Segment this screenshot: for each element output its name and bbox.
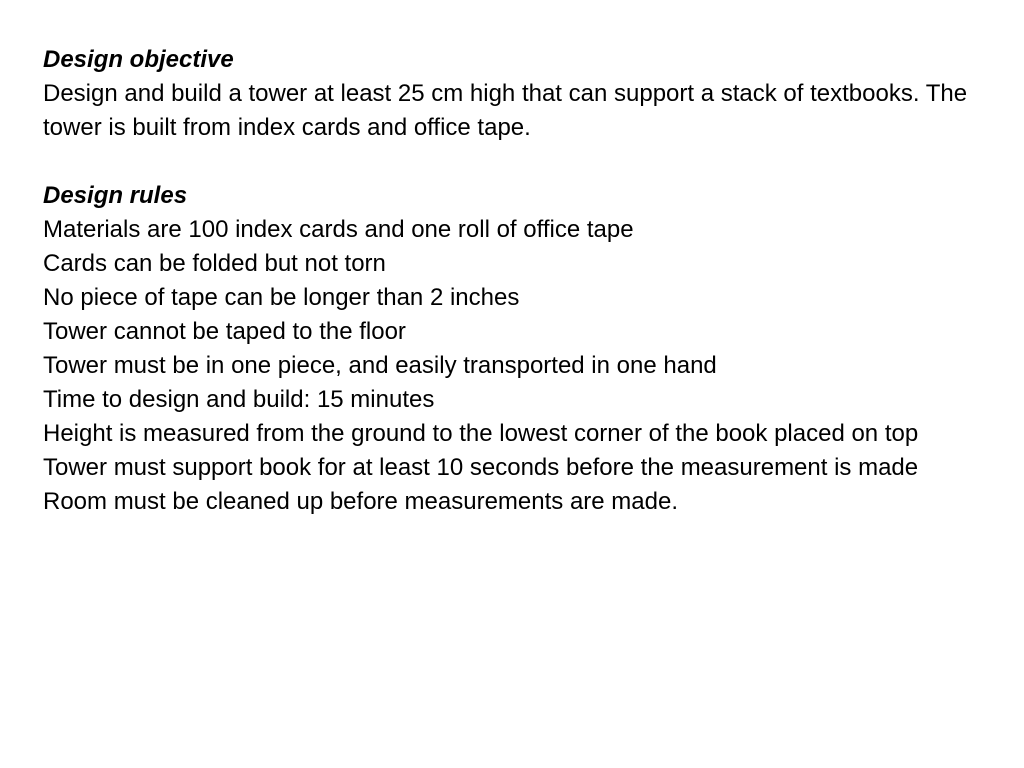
rule-item: Tower must support book for at least 10 seconds before the measurement is made (43, 454, 919, 481)
rule-item: Cards can be folded but not torn (43, 250, 386, 277)
rules-heading: Design rules (43, 182, 188, 209)
rule-item: Time to design and build: 15 minutes (43, 386, 435, 413)
rule-item: Tower cannot be taped to the floor (43, 318, 406, 345)
objective-text: Design and build a tower at least 25 cm high that can support a stack of textbooks. The tower is built from index cards and office tape. (43, 80, 968, 141)
rule-item: Materials are 100 index cards and one roll of office tape (43, 216, 634, 243)
rules-list (43, 213, 983, 519)
objective-heading: Design objective (43, 46, 234, 73)
rule-item: Tower must be in one piece, and easily transported in one hand (43, 352, 717, 379)
section-spacer (43, 145, 983, 179)
rule-item: Room must be cleaned up before measurements are made. (43, 488, 679, 515)
rule-item: No piece of tape can be longer than 2 inches (43, 284, 520, 311)
slide-content (43, 43, 983, 519)
rule-item: Height is measured from the ground to the lowest corner of the book placed on top (43, 420, 919, 447)
